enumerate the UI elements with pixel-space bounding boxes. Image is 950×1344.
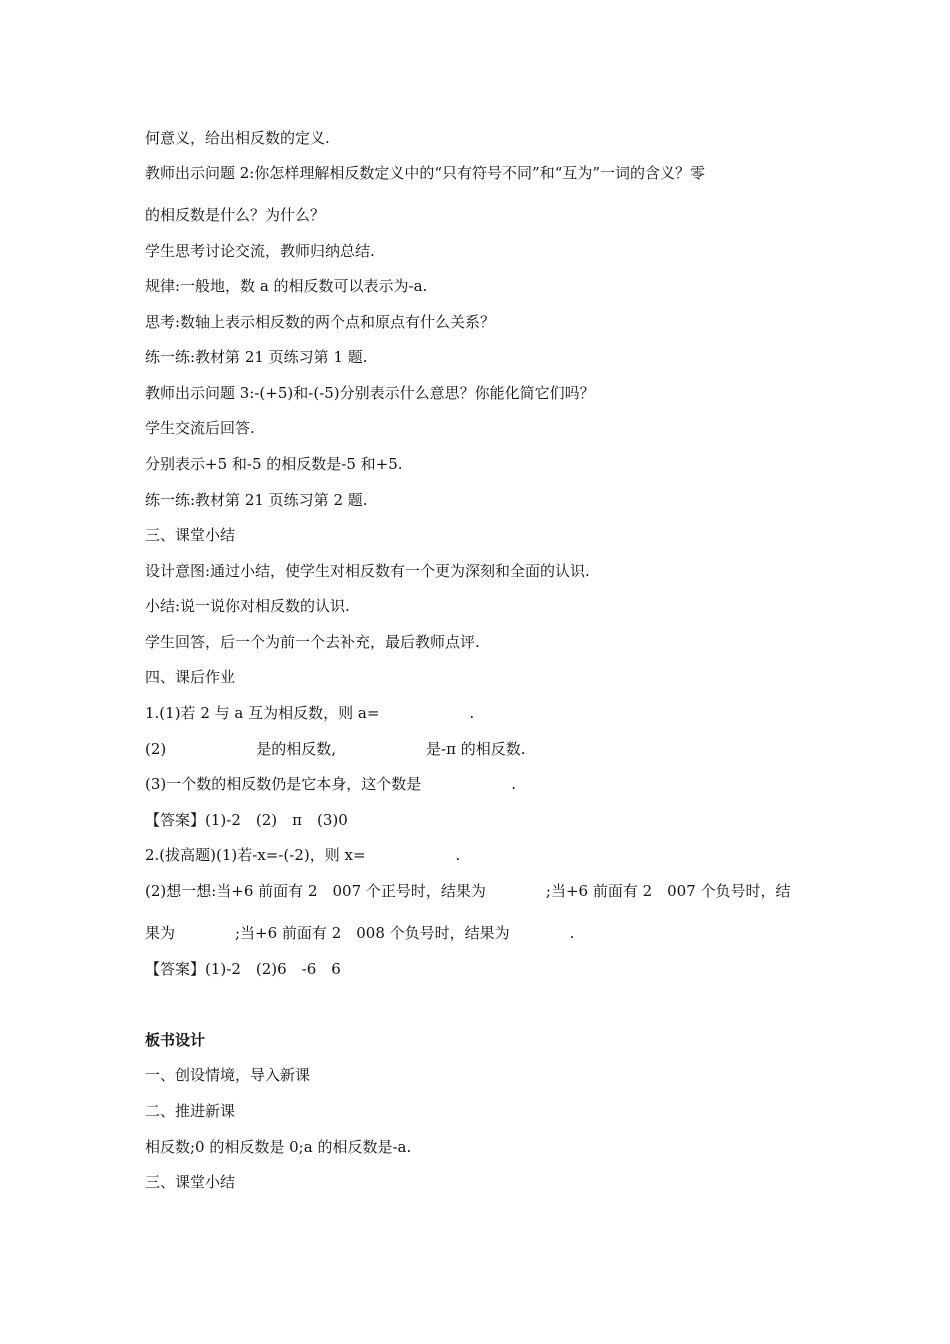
answer-line: 【答案】(1)-2 (2) π (3)0: [145, 811, 348, 829]
exercise-line: 1.(1)若 2 与 a 互为相反数，则 a= .: [145, 704, 475, 722]
section-heading: 三、课堂小结: [145, 526, 236, 544]
text-line: 练一练:教材第 21 页练习第 1 题.: [145, 348, 368, 366]
text-line: 学生思考讨论交流，教师归纳总结.: [145, 242, 375, 260]
section-heading: 四、课后作业: [145, 668, 236, 686]
text-line: 的相反数是什么？为什么？: [145, 206, 326, 224]
board-line: 三、课堂小结: [145, 1173, 236, 1191]
board-design-title: 板书设计: [145, 1031, 206, 1049]
text-line: 教师出示问题 2:你怎样理解相反数定义中的“只有符号不同”和“互为”一词的含义？零: [145, 164, 706, 182]
text-line: 规律:一般地，数 a 的相反数可以表示为-a.: [145, 277, 428, 295]
text-line: 小结:说一说你对相反数的认识.: [145, 597, 350, 615]
exercise-line: (3)一个数的相反数仍是它本身，这个数是 .: [145, 775, 517, 793]
text-line: 设计意图:通过小结，使学生对相反数有一个更为深刻和全面的认识.: [145, 562, 590, 580]
text-line: 学生回答，后一个为前一个去补充，最后教师点评.: [145, 633, 480, 651]
exercise-line: 2.(拔高题)(1)若-x=-(-2)，则 x= .: [145, 846, 461, 864]
board-line: 相反数;0 的相反数是 0;a 的相反数是-a.: [145, 1138, 412, 1156]
text-line: 何意义，给出相反数的定义.: [145, 129, 330, 147]
text-line: 思考:数轴上表示相反数的两个点和原点有什么关系？: [145, 313, 496, 331]
text-line: 学生交流后回答.: [145, 419, 255, 437]
text-line: 教师出示问题 3:-(+5)和-(-5)分别表示什么意思？你能化简它们吗？: [145, 384, 595, 402]
exercise-line: (2) 是的相反数, 是-π 的相反数.: [145, 740, 526, 758]
board-line: 一、创设情境，导入新课: [145, 1066, 311, 1084]
exercise-line: (2)想一想:当+6 前面有 2 007 个正号时，结果为 ;当+6 前面有 2 007 个负号时，结: [145, 882, 791, 900]
answer-line: 【答案】(1)-2 (2)6 -6 6: [145, 960, 341, 978]
board-line: 二、推进新课: [145, 1102, 236, 1120]
text-line: 练一练:教材第 21 页练习第 2 题.: [145, 491, 368, 509]
exercise-line: 果为 ;当+6 前面有 2 008 个负号时，结果为 .: [145, 924, 575, 942]
text-line: 分别表示+5 和-5 的相反数是-5 和+5.: [145, 455, 403, 473]
